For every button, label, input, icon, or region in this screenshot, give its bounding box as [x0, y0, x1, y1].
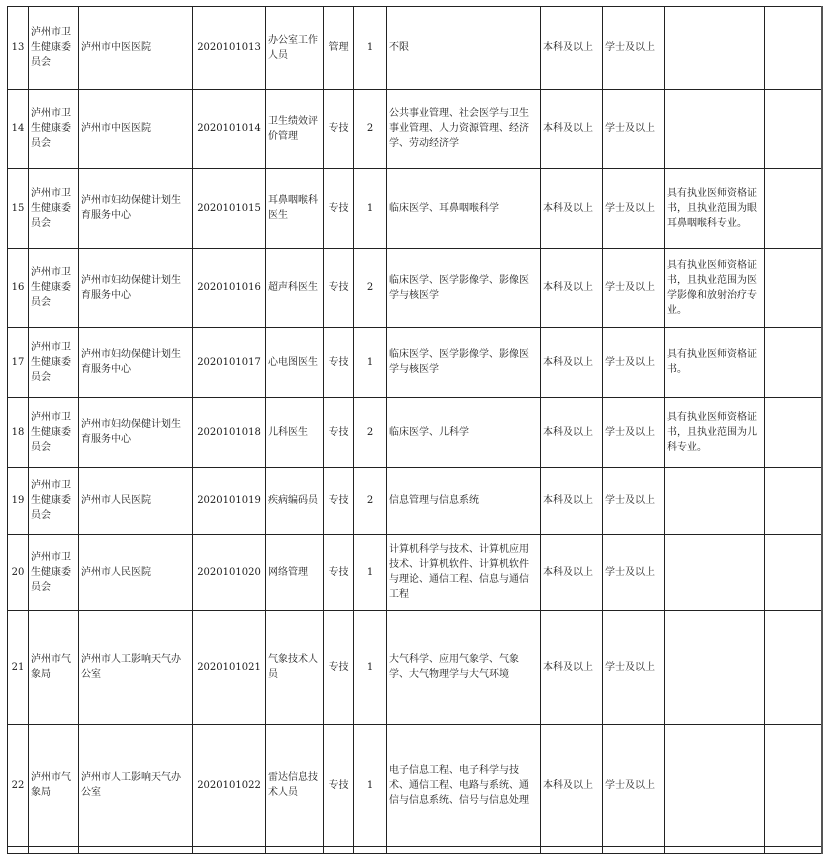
major-cell: 不限 — [387, 6, 541, 89]
table-row — [8, 534, 822, 610]
major-cell: 大气科学、应用气象学、气象学、大气物理学与大气环境 — [387, 610, 541, 724]
hiring-count-cell: 1 — [354, 534, 387, 610]
position-name-cell: 疾病编码员 — [266, 467, 324, 534]
unit-cell: 泸州市妇幼保健计划生育服务中心 — [79, 168, 193, 248]
department-cell: 泸州市卫生健康委员会 — [29, 89, 79, 168]
major-cell: 信息管理与信息系统 — [387, 467, 541, 534]
table-row — [8, 327, 822, 397]
table-row — [8, 89, 822, 168]
note-cell — [765, 534, 822, 610]
position-code-cell: 2020101021 — [193, 610, 266, 724]
position-name-cell: 卫生绩效评价管理 — [266, 89, 324, 168]
position-code-cell: 2020101019 — [193, 467, 266, 534]
unit-cell: 泸州市中医医院 — [79, 6, 193, 89]
position-name-cell: 儿科医生 — [266, 397, 324, 467]
row-number: 16 — [8, 248, 29, 327]
note-cell — [765, 89, 822, 168]
hiring-count-cell: 1 — [354, 610, 387, 724]
note-cell — [765, 467, 822, 534]
unit-cell: 泸州市人工影响天气办公室 — [79, 610, 193, 724]
position-name-cell: 心电图医生 — [266, 327, 324, 397]
row-number: 18 — [8, 397, 29, 467]
table-body — [8, 6, 822, 853]
position-name-cell: 办公室工作人员 — [266, 6, 324, 89]
hiring-count-cell: 1 — [354, 168, 387, 248]
education-cell: 本科及以上 — [541, 724, 603, 846]
other-requirements-cell: 具有执业医师资格证书，且执业范围为医学影像和放射治疗专业。 — [665, 248, 765, 327]
other-requirements-cell — [665, 89, 765, 168]
education-cell: 本科及以上 — [541, 6, 603, 89]
position-name-cell: 耳鼻咽喉科医生 — [266, 168, 324, 248]
table-row — [8, 724, 822, 846]
position-category-cell: 专技 — [324, 327, 354, 397]
unit-cell: 泸州市妇幼保健计划生育服务中心 — [79, 397, 193, 467]
position-category-cell: 专技 — [324, 610, 354, 724]
position-category-cell: 专技 — [324, 534, 354, 610]
note-cell — [765, 610, 822, 724]
note-cell — [765, 397, 822, 467]
table-row — [8, 248, 822, 327]
position-name-cell: 超声科医生 — [266, 248, 324, 327]
other-requirements-cell — [665, 534, 765, 610]
department-cell: 泸州市卫生健康委员会 — [29, 248, 79, 327]
position-category-cell: 专技 — [324, 724, 354, 846]
unit-cell: 泸州市人民医院 — [79, 534, 193, 610]
degree-cell: 学士及以上 — [603, 89, 665, 168]
table-row — [8, 168, 822, 248]
department-cell: 泸州市卫生健康委员会 — [29, 6, 79, 89]
recruitment-table — [7, 6, 823, 854]
department-cell: 泸州市卫生健康委员会 — [29, 327, 79, 397]
note-cell — [765, 168, 822, 248]
major-cell: 计算机科学与技术、计算机应用技术、计算机软件、计算机软件与理论、通信工程、信息与通信工程 — [387, 534, 541, 610]
other-requirements-cell — [665, 610, 765, 724]
major-cell: 临床医学、医学影像学、影像医学与核医学 — [387, 327, 541, 397]
major-cell: 公共事业管理、社会医学与卫生事业管理、人力资源管理、经济学、劳动经济学 — [387, 89, 541, 168]
table-row — [8, 610, 822, 724]
major-cell: 临床医学、儿科学 — [387, 397, 541, 467]
position-code-cell: 2020101014 — [193, 89, 266, 168]
education-cell: 本科及以上 — [541, 168, 603, 248]
degree-cell: 学士及以上 — [603, 724, 665, 846]
hiring-count-cell: 2 — [354, 397, 387, 467]
education-cell: 本科及以上 — [541, 248, 603, 327]
education-cell: 本科及以上 — [541, 89, 603, 168]
hiring-count-cell: 1 — [354, 6, 387, 89]
education-cell: 本科及以上 — [541, 467, 603, 534]
row-number: 21 — [8, 610, 29, 724]
position-category-cell: 专技 — [324, 467, 354, 534]
unit-cell: 泸州市人民医院 — [79, 467, 193, 534]
other-requirements-cell — [665, 6, 765, 89]
position-code-cell: 2020101020 — [193, 534, 266, 610]
note-cell — [765, 6, 822, 89]
table-row — [8, 467, 822, 534]
major-cell: 临床医学、耳鼻咽喉科学 — [387, 168, 541, 248]
degree-cell: 学士及以上 — [603, 168, 665, 248]
position-name-cell: 网络管理 — [266, 534, 324, 610]
other-requirements-cell — [665, 467, 765, 534]
degree-cell: 学士及以上 — [603, 534, 665, 610]
row-number: 22 — [8, 724, 29, 846]
major-cell: 临床医学、医学影像学、影像医学与核医学 — [387, 248, 541, 327]
row-number: 19 — [8, 467, 29, 534]
department-cell: 泸州市卫生健康委员会 — [29, 168, 79, 248]
department-cell: 泸州市卫生健康委员会 — [29, 397, 79, 467]
unit-cell: 泸州市人工影响天气办公室 — [79, 724, 193, 846]
position-code-cell: 2020101016 — [193, 248, 266, 327]
degree-cell: 学士及以上 — [603, 327, 665, 397]
degree-cell: 学士及以上 — [603, 6, 665, 89]
department-cell: 泸州市卫生健康委员会 — [29, 467, 79, 534]
unit-cell: 泸州市妇幼保健计划生育服务中心 — [79, 248, 193, 327]
hiring-count-cell: 1 — [354, 724, 387, 846]
position-category-cell: 专技 — [324, 248, 354, 327]
row-number: 15 — [8, 168, 29, 248]
hiring-count-cell: 2 — [354, 89, 387, 168]
degree-cell: 学士及以上 — [603, 397, 665, 467]
hiring-count-cell: 1 — [354, 327, 387, 397]
other-requirements-cell: 具有执业医师资格证书，且执业范围为眼耳鼻咽喉科专业。 — [665, 168, 765, 248]
note-cell — [765, 248, 822, 327]
row-number: 13 — [8, 6, 29, 89]
position-code-cell: 2020101017 — [193, 327, 266, 397]
position-category-cell: 专技 — [324, 168, 354, 248]
degree-cell: 学士及以上 — [603, 248, 665, 327]
position-code-cell: 2020101013 — [193, 6, 266, 89]
education-cell: 本科及以上 — [541, 327, 603, 397]
degree-cell: 学士及以上 — [603, 467, 665, 534]
department-cell: 泸州市气象局 — [29, 610, 79, 724]
position-category-cell: 管理 — [324, 6, 354, 89]
position-category-cell: 专技 — [324, 397, 354, 467]
position-category-cell: 专技 — [324, 89, 354, 168]
other-requirements-cell: 具有执业医师资格证书，且执业范围为儿科专业。 — [665, 397, 765, 467]
position-name-cell: 雷达信息技术人员 — [266, 724, 324, 846]
major-cell: 电子信息工程、电子科学与技术、通信工程、电路与系统、通信与信息系统、信号与信息处理 — [387, 724, 541, 846]
education-cell: 本科及以上 — [541, 397, 603, 467]
education-cell: 本科及以上 — [541, 610, 603, 724]
department-cell: 泸州市卫生健康委员会 — [29, 534, 79, 610]
unit-cell: 泸州市中医医院 — [79, 89, 193, 168]
row-number: 14 — [8, 89, 29, 168]
other-requirements-cell — [665, 724, 765, 846]
position-code-cell: 2020101022 — [193, 724, 266, 846]
position-code-cell: 2020101015 — [193, 168, 266, 248]
hiring-count-cell: 2 — [354, 467, 387, 534]
position-code-cell: 2020101018 — [193, 397, 266, 467]
department-cell: 泸州市气象局 — [29, 724, 79, 846]
table-row — [8, 397, 822, 467]
note-cell — [765, 724, 822, 846]
row-number: 20 — [8, 534, 29, 610]
unit-cell: 泸州市妇幼保健计划生育服务中心 — [79, 327, 193, 397]
note-cell — [765, 327, 822, 397]
degree-cell: 学士及以上 — [603, 610, 665, 724]
education-cell: 本科及以上 — [541, 534, 603, 610]
hiring-count-cell: 2 — [354, 248, 387, 327]
row-number: 17 — [8, 327, 29, 397]
table-row — [8, 6, 822, 89]
position-name-cell: 气象技术人员 — [266, 610, 324, 724]
other-requirements-cell: 具有执业医师资格证书。 — [665, 327, 765, 397]
